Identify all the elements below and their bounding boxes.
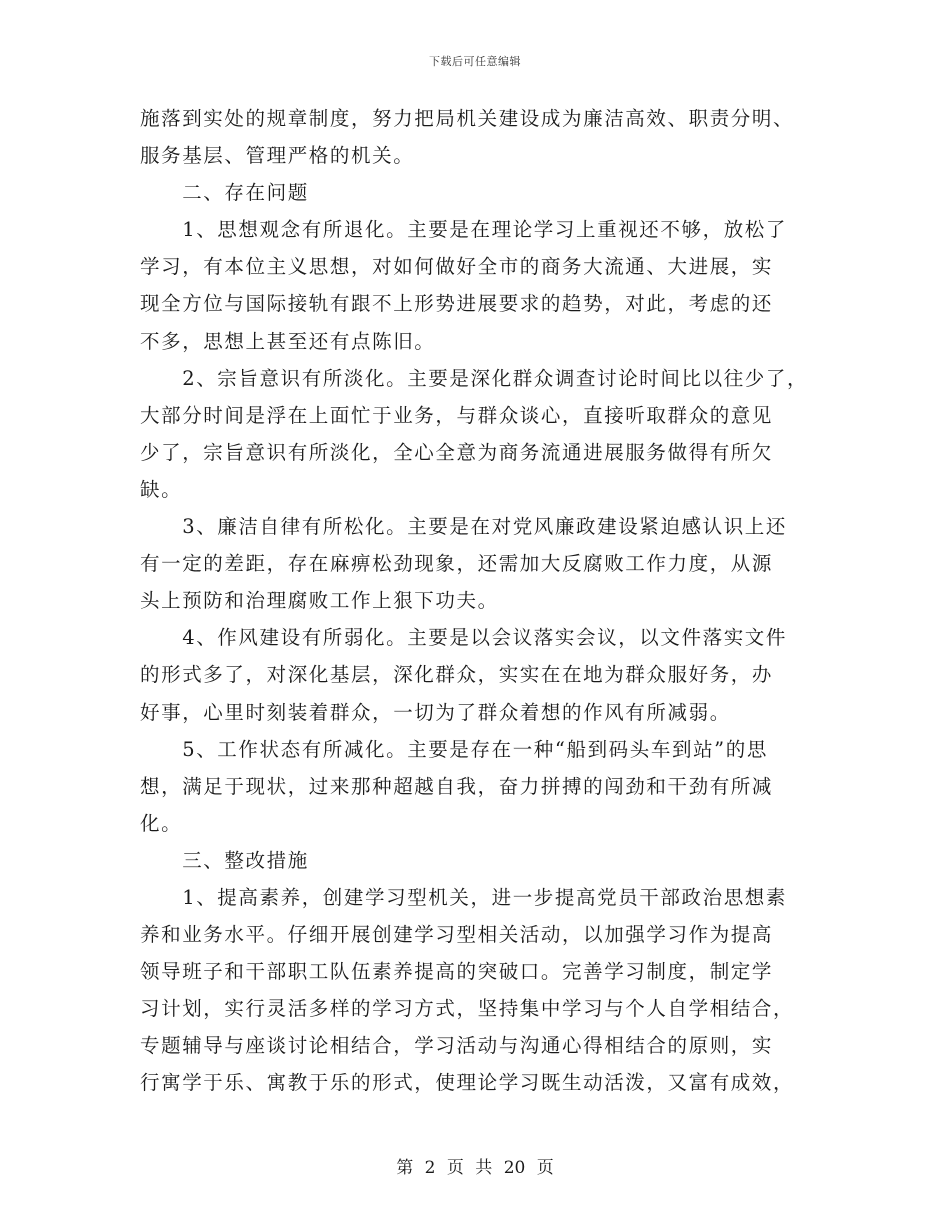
text-line: 1、思想观念有所退化。主要是在理论学习上重视还不够，放松了 <box>140 218 788 242</box>
text-line: 1、提高素养，创建学习型机关，进一步提高党员干部政治思想素 <box>140 885 788 909</box>
text-line: 头上预防和治理腐败工作上狠下功夫。 <box>140 589 499 613</box>
text-line: 有一定的差距，存在麻痹松劲现象，还需加大反腐败工作力度，从源 <box>140 552 774 576</box>
text-line: 大部分时间是浮在上面忙于业务，与群众谈心，直接听取群众的意见 <box>140 403 774 427</box>
text-line: 3、廉洁自律有所松化。主要是在对党风廉政建设紧迫感认识上还 <box>140 515 788 539</box>
text-line: 服务基层、管理严格的机关。 <box>140 144 415 168</box>
text-line: 习计划，实行灵活多样的学习方式，坚持集中学习与个人自学相结合， <box>140 997 795 1021</box>
text-line: 领导班子和干部职工队伍素养提高的突破口。完善学习制度，制定学 <box>140 960 774 984</box>
text-line: 不多，思想上甚至还有点陈旧。 <box>140 329 436 353</box>
text-line: 少了，宗旨意识有所淡化，全心全意为商务流通进展服务做得有所欠 <box>140 440 774 464</box>
section-heading: 二、存在问题 <box>140 181 309 205</box>
section-heading: 三、整改措施 <box>140 848 309 872</box>
text-line: 行寓学于乐、寓教于乐的形式，使理论学习既生动活泼，又富有成效， <box>140 1071 795 1095</box>
text-line: 的形式多了，对深化基层，深化群众，实实在在地为群众服好务，办 <box>140 663 774 687</box>
page-number: 第 2 页 共 20 页 <box>396 1158 554 1178</box>
text-line: 现全方位与国际接轨有跟不上形势进展要求的趋势，对此，考虑的还 <box>140 292 774 316</box>
text-line: 施落到实处的规章制度，努力把局机关建设成为廉洁高效、职责分明、 <box>140 107 795 130</box>
page-header: 下载后可任意编辑 <box>429 55 521 68</box>
text-line: 学习，有本位主义思想，对如何做好全市的商务大流通、大进展，实 <box>140 255 774 279</box>
text-line: 2、宗旨意识有所淡化。主要是深化群众调查讨论时间比以往少了， <box>140 366 809 390</box>
text-line: 4、作风建设有所弱化。主要是以会议落实会议，以文件落实文件 <box>140 626 788 650</box>
text-line: 化。 <box>140 811 183 835</box>
document-body <box>140 100 820 1102</box>
text-line: 5、工作状态有所减化。主要是存在一种“船到码头车到站”的思 <box>140 737 768 761</box>
text-line: 好事，心里时刻装着群众，一切为了群众着想的作风有所减弱。 <box>140 700 731 724</box>
text-line: 养和业务水平。仔细开展创建学习型相关活动，以加强学习作为提高 <box>140 923 774 947</box>
text-line: 专题辅导与座谈讨论相结合，学习活动与沟通心得相结合的原则，实 <box>140 1034 774 1058</box>
text-line: 缺。 <box>140 477 183 501</box>
text-line: 想，满足于现状，过来那种超越自我，奋力拼搏的闯劲和干劲有所减 <box>140 774 774 798</box>
